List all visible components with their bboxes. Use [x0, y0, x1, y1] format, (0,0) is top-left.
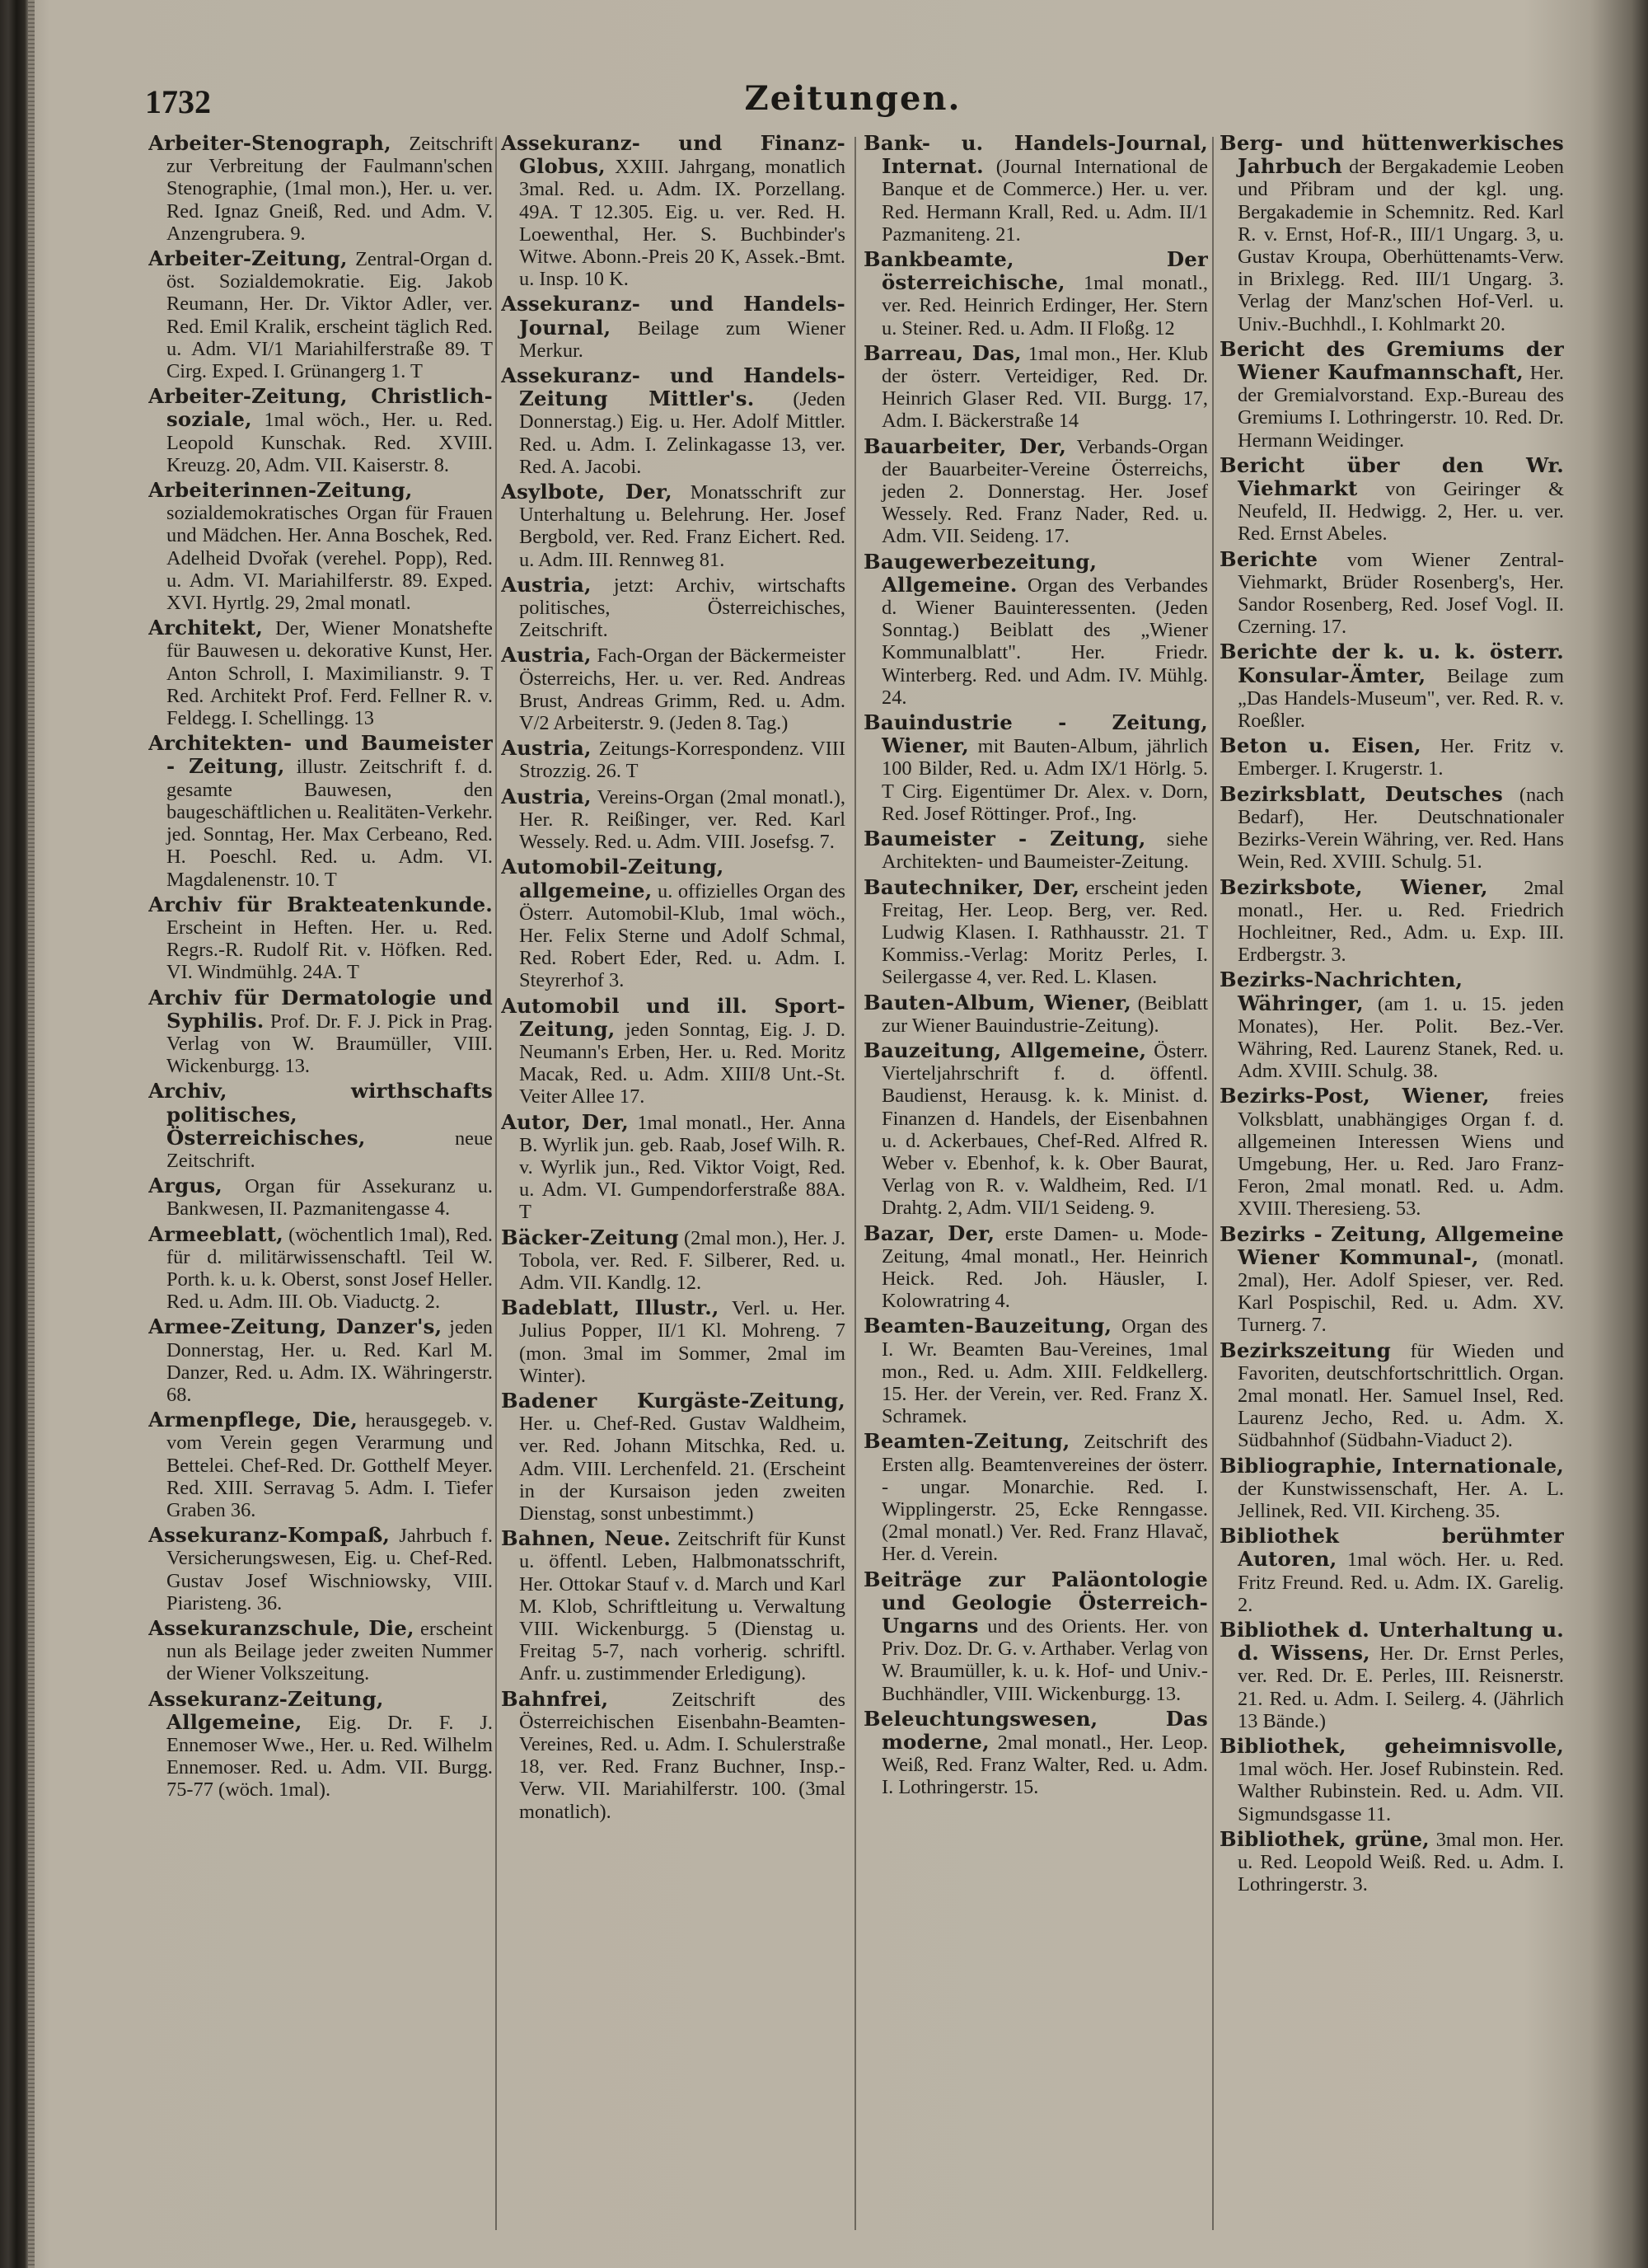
entry-text: der Bergakademie Leoben und Přibram und der kgl. ung. Bergakademie in Schemnitz. Red. Karl R. v. Ernst, Hof-R., III/1 Ungarg. 3, u. Gustav Kroupa, Oberhüttenamts-Verw. in Brixlegg. Red. III/1 Ungarg. 3. Verlag der Manz'schen Hof-Verl. u. Univ.-Buchhdl., I. Kohlmarkt 20. [1238, 156, 1564, 335]
entry-title: Badener Kurgäste-Zeitung, [501, 1388, 845, 1413]
directory-entry [864, 551, 1208, 709]
entry-text: Jahrbuch f. Versicherungswesen, Eig. u. Chef-Red. Gustav Josef Wischniowsky, VIII. Piaristeng. 36. [166, 1525, 493, 1614]
column-2 [501, 132, 845, 2242]
entry-title: Automobil-Zeitung, allgemeine, [501, 855, 724, 902]
entry-title: Architekt, [148, 616, 264, 640]
directory-entry [1220, 338, 1564, 452]
entry-title: Autor, Der, [501, 1109, 629, 1134]
entry-text: Organ für Assekuranz u. Bankwesen, II. Pazmanitengasse 4. [166, 1175, 493, 1221]
entry-title: Assekuranz- und Finanz-Globus, [501, 132, 845, 179]
directory-entry [148, 893, 493, 984]
entry-title: Bibliothek, grüne, [1220, 1826, 1430, 1851]
directory-entry [148, 1688, 493, 1802]
directory-columns [148, 132, 1566, 2242]
entry-text: siehe Architekten- und Baumeister-Zeitung. [882, 828, 1208, 874]
entry-text: Verl. u. Her. Julius Popper, II/1 Kl. Mohreng. 7 (mon. 3mal im Sommer, 2mal im Winter). [519, 1297, 845, 1387]
entry-text: und des Orients. Her. von Priv. Doz. Dr. G. v. Arthaber. Verlag von W. Braumüller, k. u. k. Hof- und Univ.-Buchhändler, VIII. Wickenburgg. 13. [882, 1615, 1208, 1705]
entry-title: Asylbote, Der, [501, 480, 672, 504]
directory-entry [501, 293, 845, 362]
directory-entry [1220, 1525, 1564, 1616]
entry-title: Bahnfrei, [501, 1686, 609, 1711]
entry-title: Berichte der k. u. k. österr. Konsular-Ämter, [1220, 640, 1564, 687]
directory-entry [148, 986, 493, 1078]
directory-entry [148, 616, 493, 729]
entry-title: Assekuranz- und Handels-Zeitung Mittler's. [501, 363, 845, 411]
directory-entry [148, 1408, 493, 1521]
entry-text: Organ des Verbandes d. Wiener Bauinteressenten. (Jeden Sonntag.) Beiblatt des „Wiener Kommunalblatt". Her. Friedr. Winterberg. Red. und Adm. IV. Mühlg. 24. [882, 574, 1208, 709]
directory-entry [501, 1226, 845, 1295]
entry-title: Badeblatt, Illustr., [501, 1296, 719, 1320]
directory-entry [864, 1430, 1208, 1565]
entry-text: erscheint jeden Freitag, Her. Leop. Berg, ver. Red. Ludwig Klasen. I. Rathhausstr. 21. T Kommiss.-Verlag: Moritz Perles, I. Seilergasse 4, ver. Red. L. Klasen. [882, 876, 1208, 989]
entry-text: jeden Sonntag, Eig. J. D. Neumann's Erben, Her. u. Red. Moritz Macak, Red. u. Adm. XIII/8 Unt.-St. Veiter Allee 17. [519, 1018, 845, 1108]
entry-text: erscheint nun als Beilage jeder zweiten Nummer der Wiener Volkszeitung. [166, 1618, 493, 1685]
entry-text: herausgegeb. v. vom Verein gegen Verarmung und Bettelei. Chef-Red. Dr. Gotthelf Meyer. Red. XIII. Serravag 5. Adm. I. Tiefer Graben 36. [166, 1409, 493, 1521]
directory-entry [501, 855, 845, 991]
directory-entry [148, 1617, 493, 1685]
entry-text: Zeitschrift des Ersten allg. Beamtenvereines der österr. - ungar. Monarchie. Red. I. Wipplingerstr. 25, Ecke Renngasse. (2mal monatl.) Ver. Red. Franz Hlavač, Her. d. Verein. [882, 1431, 1208, 1566]
entry-text: Beilage zum „Das Handels-Museum", ver. Red. R. v. Roeßler. [1238, 664, 1564, 733]
entry-title: Arbeiter-Zeitung, Christlich-soziale, [148, 384, 493, 432]
entry-title: Bauten-Album, Wiener, [864, 990, 1131, 1015]
entry-title: Bahnen, Neue. [501, 1526, 672, 1551]
entry-text: 2mal monatl., Her. u. Red. Friedrich Hochleitner, Red., Adm. u. Exp. III. Erdbergstr. 3. [1238, 876, 1564, 967]
entry-text: Österr. Vierteljahrschrift f. d. öffentl. Baudienst, Herausg. k. k. Minist. d. Finanzen d. Handels, der Eisenbahnen u. d. Ackerbaues, Chef-Red. Alfred R. Weber v. Ebenhof, k. k. Ober Baurat, Verlag von R. v. Waldheim, Red. I/1 Drahtg. 2, Adm. VII/1 Seideng. 9. [882, 1039, 1208, 1220]
directory-entry [501, 480, 845, 571]
entry-title: Armenpflege, Die, [148, 1408, 358, 1432]
entry-title: Bibliothek berühmter Autoren, [1220, 1524, 1564, 1572]
directory-entry [864, 1039, 1208, 1220]
entry-text: vom Wiener Zentral-Viehmarkt, Brüder Rosenberg's, Her. Sandor Rosenberg, Red. Josef Vogl. II. Czerning. 17. [1238, 548, 1564, 639]
entry-text: erste Damen- u. Mode-Zeitung, 4mal monatl., Her. Heinrich Heick. Red. Joh. Häusler, I. Kolowratring 4. [882, 1222, 1208, 1313]
directory-entry [864, 827, 1208, 873]
directory-entry [864, 435, 1208, 548]
directory-entry [1220, 1619, 1564, 1732]
directory-entry [148, 132, 493, 245]
entry-text: Erscheint in Heften. Her. u. Red. Regrs.-R. Rudolf Rit. v. Höfken. Red. VI. Windmühlg. 24A. T [166, 916, 493, 984]
entry-title: Bezirks-Post, Wiener, [1220, 1084, 1490, 1108]
entry-text: Organ des I. Wr. Beamten Bau-Vereines, 1mal mon., Red. u. Adm. XIII. Feldkellerg. 15. Her. der Verein, ver. Red. Franz X. Schramek. [882, 1315, 1208, 1428]
entry-text: mit Bauten-Album, jährlich 100 Bilder, Red. u. Adm IX/1 Hörlg. 5. T Cirg. Eigentümer Dr. Alex. v. Dorn, Red. Josef Röttinger. Prof., Ing. [882, 735, 1208, 825]
directory-entry [148, 479, 493, 614]
column-3 [864, 132, 1208, 2242]
entry-title: Archiv, wirthschafts politisches, Österreichisches, [148, 1079, 493, 1150]
entry-text: (monatl. 2mal), Her. Adolf Spieser, ver. Red. Karl Pospischil, Red. u. Adm. XV. Turnerg. 7. [1238, 1246, 1564, 1337]
entry-text: (2mal mon.), Her. J. Tobola, ver. Red. F. Silberer, Red. u. Adm. VII. Kandlg. 12. [519, 1226, 845, 1294]
directory-entry [501, 737, 845, 782]
entry-text: 3mal mon. Her. u. Red. Leopold Weiß. Red. u. Adm. I. Lothringerstr. 3. [1238, 1828, 1564, 1896]
entry-title: Bezirks-Nachrichten, Währinger, [1220, 968, 1463, 1015]
entry-text: jeden Donnerstag, Her. u. Red. Karl M. Danzer, Red. u. Adm. IX. Währingerstr. 68. [166, 1316, 493, 1406]
entry-title: Architekten- und Baumeister - Zeitung, [148, 731, 493, 779]
directory-entry [501, 785, 845, 854]
entry-title: Bibliothek d. Unterhaltung u. d. Wissens, [1220, 1618, 1564, 1666]
entry-title: Bezirks - Zeitung, Allgemeine Wiener Kommunal-, [1220, 1221, 1564, 1269]
directory-entry [1220, 454, 1564, 546]
directory-entry [1220, 132, 1564, 335]
entry-title: Barreau, Das, [864, 340, 1022, 365]
entry-text: illustr. Zeitschrift f. d. gesamte Bauwesen, den baugeschäftlichen u. Realitäten-Verkehr. jed. Sonntag, Her. Max Cerbeano, Red. H. Poeschl. Red. u. Adm. VI. Magdalenenstr. 10. T [166, 756, 493, 891]
directory-entry [864, 1708, 1208, 1799]
entry-title: Bankbeamte, Der österreichische, [864, 247, 1208, 295]
entry-text: Vereins-Organ (2mal monatl.), Her. R. Reißinger, ver. Red. Karl Wessely. Red. u. Adm. VIII. Josefsg. 7. [519, 785, 845, 854]
entry-title: Archiv für Brakteatenkunde. [148, 892, 493, 916]
entry-title: Austria, [501, 736, 592, 761]
entry-title: Beiträge zur Paläontologie und Geologie Österreich-Ungarns [864, 1567, 1208, 1638]
entry-title: Bibliographie, Internationale, [1220, 1453, 1564, 1478]
entry-text: Her. Dr. Ernst Perles, ver. Red. Dr. E. Perles, III. Reisnerstr. 21. Red. u. Adm. I. Seilerg. 4. (Jährlich 13 Bände.) [1238, 1642, 1564, 1732]
directory-entry [501, 364, 845, 478]
directory-entry [1220, 1223, 1564, 1337]
directory-entry [148, 385, 493, 476]
entry-title: Armee-Zeitung, Danzer's, [148, 1314, 442, 1339]
entry-text: 1mal monatl., ver. Red. Heinrich Erdinger, Her. Stern u. Steiner. Red. u. Adm. II Floßg. 12 [882, 272, 1208, 340]
entry-title: Assekuranz-Kompaß, [148, 1523, 391, 1548]
directory-entry [501, 1111, 845, 1224]
page-edge [28, 0, 35, 2268]
directory-entry [864, 711, 1208, 825]
directory-entry [501, 574, 845, 642]
directory-entry [148, 1080, 493, 1172]
entry-text: 1mal mon., Her. Klub der österr. Verteidiger, Red. Dr. Heinrich Glaser Red. VII. Burgg. 17, Adm. I. Bäckerstraße 14 [882, 342, 1208, 433]
directory-entry [148, 1174, 493, 1220]
entry-text: Der, Wiener Monatshefte für Bauwesen u. dekorative Kunst, Her. Anton Schroll, I. Maximilianstr. 9. T Red. Architekt Prof. Ferd. Fellner R. v. Feldegg. I. Schellingg. 13 [166, 617, 493, 730]
directory-entry [501, 1527, 845, 1685]
entry-text: Prof. Dr. F. J. Pick in Prag. Verlag von W. Braumüller, VIII. Wickenburgg. 13. [166, 1010, 493, 1078]
directory-entry [501, 132, 845, 290]
entry-title: Bibliothek, geheimnisvolle, [1220, 1734, 1564, 1759]
entry-title: Armeeblatt, [148, 1221, 283, 1246]
entry-text: Her. u. Chef-Red. Gustav Waldheim, ver. Red. Johann Mitschka, Red. u. Adm. VIII. Lerchenfeld. 21. (Erscheint in der Kursaison jeden zweiten Dienstag, sonst unbestimmt.) [519, 1413, 845, 1525]
entry-text: neue Zeitschrift. [166, 1127, 493, 1172]
entry-title: Bericht über den Wr. Viehmarkt [1220, 452, 1564, 501]
entry-text: Zeitungs-Korrespondenz. VIII Strozzig. 26. T [519, 738, 845, 783]
entry-title: Arbeiter-Stenograph, [148, 132, 391, 155]
entry-text: sozialdemokratisches Organ für Frauen und Mädchen. Her. Anna Boschek, Red. Adelheid Dvořak (verehel. Popp), Red. u. Adm. VI. Mariahilferstr. 89. Exped. XVI. Hyrtlg. 29, 2mal monatl. [166, 502, 493, 615]
entry-title: Berg- und hüttenwerkisches Jahrbuch [1220, 132, 1564, 179]
column-1 [148, 132, 493, 2242]
directory-entry [864, 1568, 1208, 1705]
entry-text: freies Volksblatt, unabhängiges Organ f. d. allgemeinen Interessen Wiens und Umgebung, Her. u. Red. Jaro Franz-Feron, 2mal monatl. Red. u. Adm. XVIII. Theresieng. 53. [1238, 1085, 1564, 1221]
directory-entry [148, 732, 493, 890]
directory-entry [501, 995, 845, 1108]
entry-text: Fach-Organ der Bäckermeister Österreichs, Her. u. ver. Red. Andreas Brust, Andreas Grimm, Red. u. Adm. V/2 Arbeiterstr. 9. (Jeden 8. Tag.) [519, 644, 845, 735]
entry-title: Assekuranz-Zeitung, Allgemeine, [148, 1686, 384, 1734]
entry-title: Austria, [501, 572, 592, 597]
directory-entry [1220, 783, 1564, 874]
entry-title: Baugewerbezeitung, Allgemeine. [864, 549, 1098, 597]
directory-entry [501, 1296, 845, 1387]
entry-text: u. offizielles Organ des Österr. Automobil-Klub, 1mal wöch., Her. Felix Sterne und Adolf Schmal, Red. Robert Eder, Red. u. Adm. I. Steyrerhof 3. [519, 879, 845, 992]
entry-text: (nach Bedarf), Her. Deutschnationaler Bezirks-Verein Währing, ver. Red. Hans Wein, Red. XVIII. Schulg. 51. [1238, 783, 1564, 874]
entry-text: (Jeden Donnerstag.) Eig. u. Her. Adolf Mittler. Red. u. Adm. I. Zelinkagasse 13, ver. Red. A. Jacobi. [519, 388, 845, 478]
directory-entry [864, 248, 1208, 340]
directory-entry [1220, 1455, 1564, 1523]
entry-title: Berichte [1220, 546, 1318, 571]
directory-entry [864, 1314, 1208, 1427]
entry-text: jetzt: Archiv, wirtschafts politisches, Österreichisches, Zeitschrift. [519, 574, 845, 642]
entry-text: Verbands-Organ der Bauarbeiter-Vereine Österreichs, jeden 2. Donnerstag. Her. Josef Wessely. Red. Franz Nader, Red. u. Adm. VII. Seideng. 17. [882, 435, 1208, 548]
directory-entry [1220, 1828, 1564, 1896]
directory-entry [1220, 1339, 1564, 1452]
entry-text: Zentral-Organ d. öst. Sozialdemokratie. Eig. Jakob Reumann, Her. Dr. Viktor Adler, ver. Red. Emil Kralik, erscheint täglich Red. u. Adm. VI/1 Mariahilferstraße 89. T Cirg. Exped. I. Grünangerg 1. T [166, 248, 493, 383]
entry-text: 1mal monatl., Her. Anna B. Wyrlik jun. geb. Raab, Josef Wilh. R. v. Wyrlik jun., Red. Viktor Voigt, Red. u. Adm. VI. Gumpendorferstraße 88A. T [519, 1111, 845, 1224]
entry-title: Assekuranzschule, Die, [148, 1616, 414, 1640]
entry-title: Beamten-Bauzeitung, [864, 1314, 1112, 1338]
entry-title: Beleuchtungswesen, Das moderne, [864, 1706, 1208, 1755]
directory-entry [864, 991, 1208, 1037]
entry-title: Arbeiterinnen-Zeitung, [148, 478, 413, 503]
directory-entry [1220, 1085, 1564, 1220]
entry-title: Automobil und ill. Sport-Zeitung, [501, 993, 845, 1041]
entry-text: 1mal wöch. Her. Josef Rubinstein. Red. Walther Rubinstein. Red. u. Adm. VII. Sigmundsgasse 11. [1238, 1758, 1564, 1825]
entry-title: Bank- u. Handels-Journal, Internat. [864, 132, 1208, 179]
entry-title: Bezirksbote, Wiener, [1220, 874, 1488, 899]
entry-text: der Kunstwissenschaft, Her. A. L. Jellinek, Red. VII. Kircheng. 35. [1238, 1477, 1564, 1522]
directory-entry [501, 644, 845, 734]
entry-text: (Journal International de Banque et de Commerce.) Her. u. ver. Red. Hermann Krall, Red. u. Adm. II/1 Pazmaniteng. 21. [882, 156, 1208, 246]
entry-text: Her. der Gremialvorstand. Exp.-Bureau des Gremiums I. Lothringerstr. 10. Red. Dr. Hermann Weidinger. [1238, 362, 1564, 452]
directory-entry [148, 1223, 493, 1314]
entry-title: Beton u. Eisen, [1220, 733, 1421, 758]
entry-text: 2mal monatl., Her. Leop. Weiß, Red. Franz Walter, Red. u. Adm. I. Lothringerstr. 15. [882, 1731, 1208, 1799]
page-number: 1732 [145, 83, 211, 120]
running-head: Zeitungen. [744, 79, 962, 118]
directory-entry [1220, 1735, 1564, 1825]
entry-text: Zeitschrift des Österreichischen Eisenbahn-Beamten-Vereines, Red. u. Adm. I. Schulerstraße 18, ver. Red. Franz Buchner, Insp.-Verw. VII. Mariahilferstr. 100. (3mal monatlich). [519, 1688, 845, 1823]
entry-text: Eig. Dr. F. J. Ennemoser Wwe., Her. u. Red. Wilhelm Ennemoser. Red. u. Adm. VII. Burgg. 75-77 (wöch. 1mal). [166, 1711, 493, 1802]
entry-text: Zeitschrift für Kunst u. öffentl. Leben, Halbmonatsschrift, Her. Ottokar Stauf v. d. March und Karl M. Klob, Schriftleitung u. Verwaltung VIII. Wickenburgg. 5 (Dienstag u. Freitag 5-7, nach vorherig. schriftl. Anfr. u. zustimmender Erledigung). [519, 1528, 845, 1685]
entry-title: Assekuranz- und Handels-Journal, [501, 292, 845, 340]
entry-title: Bautechniker, Der, [864, 874, 1080, 899]
entry-title: Austria, [501, 784, 592, 808]
entry-title: Bauindustrie - Zeitung, Wiener, [864, 710, 1208, 758]
directory-entry [148, 247, 493, 382]
entry-text: 1mal wöch., Her. u. Red. Leopold Kunschak. Red. XVIII. Kreuzg. 20, Adm. VII. Kaiserstr. 8. [166, 409, 493, 476]
column-rule [495, 137, 497, 2230]
entry-title: Bezirkszeitung [1220, 1338, 1391, 1362]
directory-entry [1220, 548, 1564, 639]
entry-text: (Beiblatt zur Wiener Bauindustrie-Zeitung). [882, 991, 1208, 1037]
directory-entry [501, 1389, 845, 1525]
entry-text: für Wieden und Favoriten, deutschfortschrittlich. Organ. 2mal monatl. Her. Samuel Insel, Red. Laurenz Jecho, Red. u. Adm. X. Südbahnhof (Südbahn-Viaduct 2). [1238, 1339, 1564, 1452]
directory-entry [864, 342, 1208, 433]
page-header [140, 76, 1566, 125]
entry-title: Bauzeitung, Allgemeine, [864, 1038, 1147, 1062]
column-4 [1220, 132, 1564, 2242]
entry-text: Her. Fritz v. Emberger. I. Krugerstr. 1. [1238, 735, 1564, 780]
directory-entry [864, 876, 1208, 989]
entry-text: Zeitschrift zur Verbreitung der Faulmann'schen Stenographie, (1mal mon.), Her. u. ver. Red. Ignaz Gneiß, Red. und Adm. V. Anzengrubera. 9. [166, 133, 493, 245]
entry-text: (am 1. u. 15. jeden Monates), Her. Polit. Bez.-Ver. Währing, Red. Laurenz Stanek, Red. u. Adm. XVIII. Schulg. 38. [1238, 992, 1564, 1083]
directory-entry [148, 1315, 493, 1406]
directory-entry [148, 1524, 493, 1614]
entry-text: (wöchentlich 1mal), Red. für d. militärwissenschaftl. Teil W. Porth. k. u. k. Oberst, sonst Josef Heller. Red. u. Adm. III. Ob. Viaductg. 2. [166, 1223, 493, 1314]
directory-entry [864, 1222, 1208, 1313]
entry-title: Archiv für Dermatologie und Syphilis. [148, 985, 493, 1033]
entry-title: Bericht des Gremiums der Wiener Kaufmannschaft, [1220, 336, 1564, 385]
directory-entry [864, 132, 1208, 246]
entry-title: Austria, [501, 643, 592, 668]
entry-text: Monatsschrift zur Unterhaltung u. Belehrung. Her. Josef Bergbold, ver. Red. Franz Eichert. Red. u. Adm. III. Rennweg 81. [519, 481, 845, 571]
column-rule [854, 137, 856, 2230]
entry-title: Arbeiter-Zeitung, [148, 246, 348, 271]
entry-title: Bäcker-Zeitung [501, 1225, 679, 1249]
entry-title: Baumeister - Zeitung, [864, 827, 1146, 851]
entry-text: XXIII. Jahrgang, monatlich 3mal. Red. u. Adm. IX. Porzellang. 49A. T 12.305. Eig. u. ver. Red. H. Loewenthal, Her. S. Buchbinder's Witwe. Abonn.-Preis 20 K, Assek.-Bmt. u. Insp. 10 K. [519, 156, 845, 291]
entry-title: Bezirksblatt, Deutsches [1220, 781, 1503, 806]
directory-entry [501, 1688, 845, 1823]
entry-title: Bauarbeiter, Der, [864, 433, 1067, 458]
directory-entry [1220, 876, 1564, 967]
entry-text: 1mal wöch. Her. u. Red. Fritz Freund. Red. u. Adm. IX. Garelig. 2. [1238, 1549, 1564, 1616]
entry-text: von Geiringer & Neufeld, II. Hedwigg. 2, Her. u. ver. Red. Ernst Abeles. [1238, 478, 1564, 546]
directory-entry [1220, 640, 1564, 732]
entry-title: Bazar, Der, [864, 1221, 995, 1245]
entry-title: Argus, [148, 1174, 222, 1198]
directory-entry [1220, 734, 1564, 780]
entry-title: Beamten-Zeitung, [864, 1429, 1070, 1454]
column-rule [1212, 137, 1214, 2230]
directory-entry [1220, 968, 1564, 1082]
entry-text: Beilage zum Wiener Merkur. [519, 316, 845, 362]
